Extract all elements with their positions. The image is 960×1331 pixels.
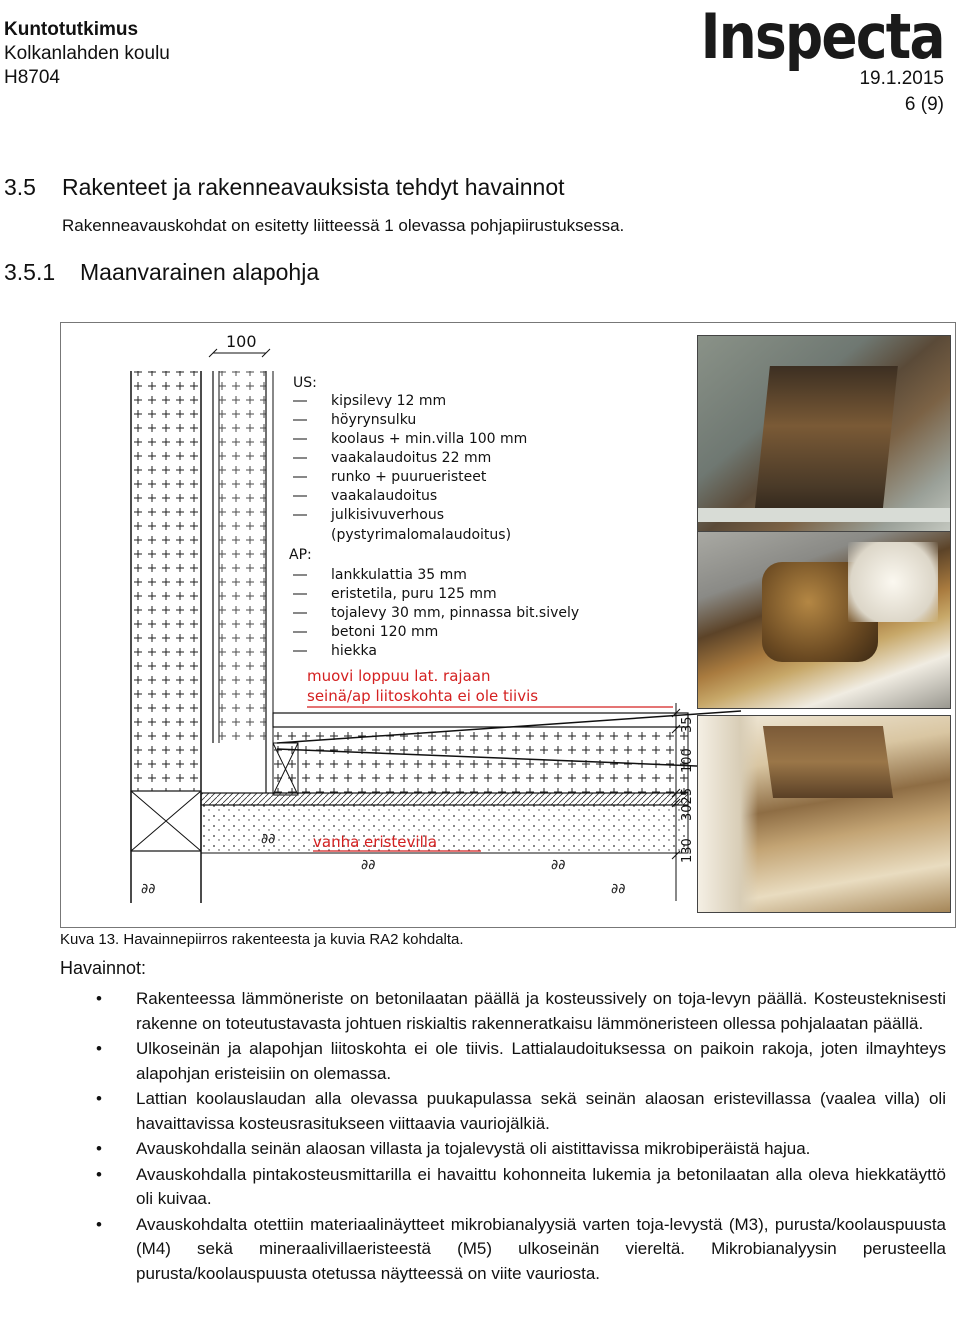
photo-sawdust-and-wood <box>697 715 951 913</box>
dim-100: 100 <box>680 748 695 773</box>
report-type: Kuntotutkimus <box>4 19 139 40</box>
observation-text: Avauskohdalla pintakosteusmittarilla ei havaittu kohonneita lukemia ja betonilaatan alla oleva hiekkatäyttö oli kuivaa. <box>136 1164 946 1208</box>
section-intro: Rakenneavauskohdat on esitetty liitteessä 1 olevassa pohjapiirustuksessa. <box>62 216 625 235</box>
us-layer: julkisivuverhous <box>331 507 445 523</box>
section-title: Rakenteet ja rakenneavauksista tehdyt havainnot <box>62 174 565 200</box>
document-header <box>4 18 170 90</box>
figure-caption: Kuva 13. Havainnepiirros rakenteesta ja kuvia RA2 kohdalta. <box>60 931 464 948</box>
observation-text: Rakenteessa lämmöneriste on betonilaatan päällä ja kosteussively on toja-levyn päällä. Kosteusteknisesti rakenne on toteutustavasta johtuen riskialtis rakenneratkaisu lämmöneristeen ollessa pohjalaatan päällä. <box>136 989 946 1033</box>
note-line-1: muovi loppuu lat. rajaan <box>307 667 491 685</box>
bullet: • <box>96 989 102 1008</box>
bullet: • <box>96 1039 102 1058</box>
svg-text:∂∂: ∂∂ <box>611 881 626 897</box>
figure-frame <box>60 322 956 928</box>
dim-130: 130 <box>680 838 695 863</box>
header-right <box>859 66 944 118</box>
note-line-2: seinä/ap liitoskohta ei ole tiivis <box>307 687 539 705</box>
us-layer: kipsilevy 12 mm <box>331 393 447 409</box>
dim-top: 100 <box>226 332 257 351</box>
observation-text: Ulkoseinän ja alapohjan liitoskohta ei ole tiivis. Lattialaudoituksessa on paikoin rakoja, joten ilmayhteys alapohjan eristeisiin on olemassa. <box>136 1039 946 1083</box>
inspecta-logo: Inspecta <box>700 0 944 73</box>
svg-text:∂∂: ∂∂ <box>361 857 376 873</box>
ap-layer: tojalevy 30 mm, pinnassa bit.sively <box>331 605 580 621</box>
list-item <box>60 1037 946 1086</box>
project-number: H8704 <box>4 67 60 88</box>
bullet: • <box>96 1139 102 1158</box>
svg-text:∂∂: ∂∂ <box>551 857 566 873</box>
dim-3025: 3025 <box>680 787 695 821</box>
ap-layer: eristetila, puru 125 mm <box>331 586 497 602</box>
note-bottom: vanha eristevilla <box>313 833 438 851</box>
us-layer: vaakalaudoitus 22 mm <box>331 450 492 466</box>
svg-text:∂∂: ∂∂ <box>261 831 276 847</box>
sawdust-insulation <box>273 727 688 793</box>
ap-layer: hiekka <box>331 643 377 659</box>
subsection-title: Maanvarainen alapohja <box>80 259 320 285</box>
bullet: • <box>96 1214 102 1234</box>
observations-title: Havainnot: <box>60 958 147 978</box>
section-number: 3.5 <box>4 174 36 200</box>
us-layer-list <box>330 393 527 543</box>
ap-label: AP: <box>289 547 312 563</box>
dim-35: 35 <box>680 716 695 733</box>
page-number: 6 (9) <box>904 94 944 115</box>
wall-insulation <box>131 371 201 791</box>
us-layer: runko + puurueristeet <box>331 469 487 485</box>
subsection-number: 3.5.1 <box>4 259 56 285</box>
us-label: US: <box>293 375 317 391</box>
us-layer: (pystyrimalomalaudoitus) <box>331 527 512 543</box>
observation-text: Lattian koolauslaudan alla olevassa puukapulassa sekä seinän alaosan eristevillassa (vaalea villa) oli havaittavissa kosteusrasitukseen viittaavia vauriojälkiä. <box>136 1089 946 1133</box>
list-item <box>60 1213 946 1287</box>
observation-text: Avauskohdalla seinän alaosan villasta ja tojalevystä oli aistittavissa mikrobiperäistä hajua. <box>136 1139 811 1158</box>
bullet: • <box>96 1089 102 1108</box>
us-layer: vaakalaudoitus <box>331 488 438 504</box>
list-item <box>60 1163 946 1212</box>
building-name: Kolkanlahden koulu <box>4 43 170 64</box>
observations-list <box>60 987 946 1287</box>
svg-text:∂∂: ∂∂ <box>141 881 156 897</box>
ap-layer: betoni 120 mm <box>331 624 439 640</box>
subsection-heading <box>4 259 319 286</box>
list-item <box>60 987 946 1036</box>
ap-layer-list <box>331 567 579 659</box>
list-item <box>60 1137 946 1162</box>
us-layer: höyrynsulku <box>331 412 417 428</box>
plank-floor <box>273 713 688 727</box>
bullet: • <box>96 1164 102 1184</box>
photo-floor-opening <box>697 335 951 533</box>
list-item <box>60 1087 946 1136</box>
us-layer: koolaus + min.villa 100 mm <box>331 431 528 447</box>
photo-wall-base-insulation <box>697 531 951 709</box>
observation-text: Avauskohdalta otettiin materiaalinäytteet mikrobianalyysiä varten toja-levystä (M3), purusta/koolauspuusta (M4) sekä mineraalivillaeristeestä (M5) ulkoseinän viereltä. Mikrobianalyysin perusteella purusta/koolauspuusta otetussa näytteessä on viite vauriosta. <box>136 1214 946 1283</box>
section-heading <box>4 174 565 201</box>
report-date: 19.1.2015 <box>859 68 944 89</box>
ap-layer: lankkulattia 35 mm <box>331 567 467 583</box>
toja-board <box>201 793 688 805</box>
